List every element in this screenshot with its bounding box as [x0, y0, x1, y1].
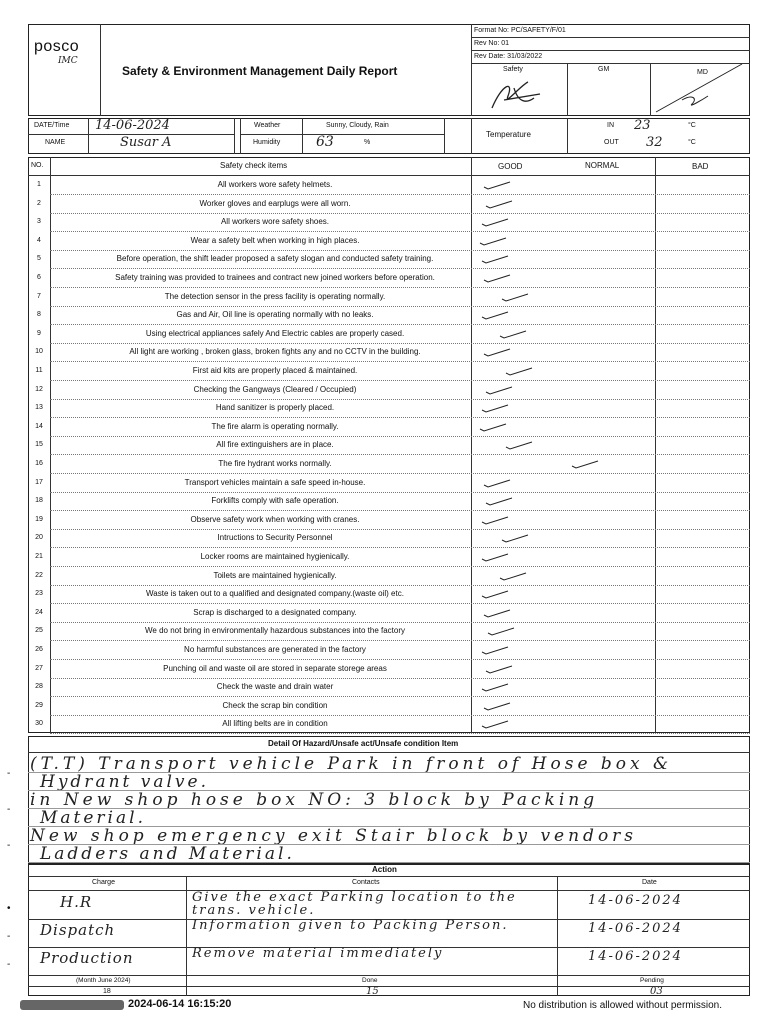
report-title: Safety & Environment Management Daily Report	[122, 64, 398, 78]
checklist-row	[28, 529, 750, 548]
temperature-label: Temperature	[486, 130, 531, 139]
checklist-row	[28, 343, 750, 362]
row-item-text: The fire hydrant works normally.	[218, 459, 332, 468]
stamp-smudge	[20, 1000, 124, 1010]
row-number: 9	[37, 329, 41, 337]
checklist-row	[28, 176, 750, 195]
action-date: 14-06-2024	[588, 921, 683, 936]
row-number: 24	[35, 608, 43, 616]
checkmark-icon	[480, 401, 510, 411]
row-number: 27	[35, 664, 43, 672]
checkmark-icon	[478, 234, 508, 244]
row-number: 29	[35, 701, 43, 709]
checklist-row	[28, 362, 750, 381]
humidity-value: 63	[316, 134, 334, 150]
checkmark-icon	[484, 383, 514, 393]
row-item-text: Hand sanitizer is properly placed.	[215, 403, 335, 413]
action-charge: Dispatch	[40, 921, 116, 939]
action-date: 14-06-2024	[588, 949, 683, 964]
month-value: 18	[103, 988, 111, 995]
hazard-title: Detail Of Hazard/Unsafe act/Unsafe condition Item	[268, 739, 459, 748]
checklist-row	[28, 455, 750, 474]
weather-value: Sunny, Cloudy, Rain	[326, 122, 389, 129]
row-number: 2	[37, 199, 41, 207]
checkmark-icon	[570, 457, 600, 467]
checkmark-icon	[498, 569, 528, 579]
date-value: 14-06-2024	[95, 118, 170, 133]
checklist-row	[28, 548, 750, 567]
date-label: DATE/Time	[34, 122, 70, 129]
col-bad-header: BAD	[692, 162, 709, 171]
sign-safety-label: Safety	[503, 66, 523, 73]
checklist-row	[28, 641, 750, 660]
checkmark-icon	[480, 550, 510, 560]
row-item-text: We do not bring in environmentally hazardous substances into the factory	[145, 626, 405, 636]
checkmark-icon	[504, 364, 534, 374]
checkmark-icon	[482, 178, 512, 188]
row-item-text: Using electrical appliances safely And Electric cables are properly cased.	[145, 328, 405, 338]
col-normal-header: NORMAL	[585, 161, 620, 170]
row-number: 10	[35, 348, 43, 356]
row-item-text: Intructions to Security Personnel	[217, 533, 333, 543]
row-item-text: Forklifts comply with safe operation.	[211, 496, 339, 506]
checkmark-icon	[482, 476, 512, 486]
hazard-line: Material.	[40, 808, 146, 828]
checkmark-icon	[482, 345, 512, 355]
row-number: 8	[37, 311, 41, 319]
margin-tick: -	[7, 931, 11, 942]
checklist-row	[28, 604, 750, 623]
checkmark-icon	[480, 513, 510, 523]
checklist-row	[28, 436, 750, 455]
row-item-text: Locker rooms are maintained hygienically.	[200, 552, 350, 561]
hazard-line: Ladders and Material.	[40, 844, 295, 864]
weather-label: Weather	[254, 122, 281, 129]
checklist-row	[28, 585, 750, 604]
sign-md-label: MD	[697, 69, 708, 76]
row-item-text: The detection sensor in the press facility is operating normally.	[164, 291, 386, 301]
action-charge: Production	[40, 949, 134, 967]
checklist-row	[28, 381, 750, 400]
checkmark-icon	[478, 420, 508, 430]
checklist-row	[28, 250, 750, 269]
col-contacts-header: Contacts	[352, 879, 380, 886]
row-item-text: Toilets are maintained hygienically.	[213, 570, 337, 580]
checkmark-icon	[500, 290, 530, 300]
col-good-header: GOOD	[498, 162, 523, 171]
col-items-header: Safety check items	[220, 161, 288, 170]
row-number: 3	[37, 218, 41, 226]
company-logo-sub: IMC	[58, 56, 78, 66]
margin-tick: -	[7, 959, 11, 970]
row-number: 16	[35, 460, 43, 467]
checklist-row	[28, 567, 750, 586]
checklist-row	[28, 697, 750, 716]
row-number: 12	[35, 385, 43, 393]
row-item-text: All lifting belts are in condition	[222, 719, 328, 729]
checkmark-icon	[480, 680, 510, 690]
margin-tick: -	[7, 840, 11, 851]
checkmark-icon	[480, 252, 510, 262]
hazard-line: in New shop hose box NO: 3 block by Packing	[30, 790, 599, 810]
row-number: 6	[37, 274, 41, 281]
checklist-row	[28, 399, 750, 418]
row-number: 7	[37, 292, 41, 300]
checkmark-icon	[486, 624, 516, 634]
checklist-row	[28, 325, 750, 344]
checkmark-icon	[480, 643, 510, 653]
row-number: 18	[35, 497, 43, 505]
hazard-line: Hydrant valve.	[40, 772, 210, 792]
checkmark-icon	[480, 308, 510, 318]
row-number: 4	[37, 236, 41, 244]
hazard-line: New shop emergency exit Stair block by vendors	[30, 826, 638, 846]
action-contacts: Information given to Packing Person.	[192, 919, 509, 933]
col-no-header: NO.	[31, 162, 44, 169]
col-charge-header: Charge	[92, 879, 115, 886]
hazard-line: (T.T) Transport vehicle Park in front of Hose box &	[30, 754, 673, 774]
checklist-row	[28, 288, 750, 307]
row-item-text: Scrap is discharged to a designated company.	[193, 607, 357, 617]
temp-out-unit: °C	[688, 139, 696, 146]
row-item-text: Punching oil and waste oil are stored in separate storege areas	[163, 663, 387, 673]
action-title: Action	[372, 865, 397, 874]
temp-out-label: OUT	[604, 139, 619, 146]
done-label: Done	[362, 977, 378, 984]
checklist-row	[28, 306, 750, 325]
checklist-row	[28, 269, 750, 288]
row-number: 13	[35, 404, 43, 412]
checkmark-icon	[482, 699, 512, 709]
pending-value: 03	[650, 986, 663, 997]
disclaimer: No distribution is allowed without permission.	[523, 1000, 722, 1011]
checklist-row	[28, 511, 750, 530]
sign-gm-label: GM	[598, 66, 610, 73]
format-no: Format No: PC/SAFETY/F/01	[474, 27, 566, 34]
header-divider-left	[100, 24, 101, 116]
checkmark-icon	[480, 215, 510, 225]
checklist-row	[28, 715, 750, 734]
checkmark-icon	[480, 587, 510, 597]
row-number: 21	[35, 553, 43, 560]
row-item-text: Check the scrap bin condition	[222, 700, 328, 710]
md-signature	[652, 60, 748, 116]
temp-in-unit: °C	[688, 122, 696, 129]
row-item-text: All fire extinguishers are in place.	[216, 440, 334, 450]
row-number: 26	[35, 646, 43, 653]
humidity-unit: %	[364, 139, 371, 146]
col-date-header: Date	[642, 879, 657, 886]
checkmark-icon	[484, 197, 514, 207]
checklist-row	[28, 622, 750, 641]
checkmark-icon	[484, 662, 514, 672]
checklist-row	[28, 213, 750, 232]
row-item-text: Worker gloves and earplugs were all worn.	[199, 198, 351, 208]
temp-in-label: IN	[607, 122, 614, 129]
row-number: 15	[35, 441, 43, 449]
pending-label: Pending	[640, 977, 664, 984]
action-contacts: Remove material immediately	[192, 947, 444, 961]
row-item-text: Transport vehicles maintain a safe speed in-house.	[184, 477, 366, 487]
action-date: 14-06-2024	[588, 893, 683, 908]
margin-tick: -	[7, 804, 11, 815]
action-charge: H.R	[60, 893, 93, 911]
row-item-text: The fire alarm is operating normally.	[211, 421, 339, 431]
checklist-row	[28, 678, 750, 697]
checkmark-icon	[480, 717, 510, 727]
row-number: 28	[35, 683, 43, 691]
row-item-text: Observe safety work when working with cranes.	[190, 514, 360, 524]
row-item-text: First aid kits are properly placed & maintained.	[192, 366, 358, 375]
checkmark-icon	[504, 438, 534, 448]
row-number: 5	[37, 255, 41, 263]
checklist-row	[28, 418, 750, 437]
checklist-row	[28, 195, 750, 214]
row-item-text: Before operation, the shift leader proposed a safety slogan and conducted safety training.	[116, 254, 434, 264]
timestamp-stamp: 2024-06-14 16:15:20	[128, 998, 232, 1010]
row-item-text: All workers wore safety shoes.	[220, 217, 330, 227]
temp-out-value: 32	[646, 135, 663, 150]
row-item-text: All light are working , broken glass, broken fights any and no CCTV in the building.	[129, 347, 421, 357]
checklist-row	[28, 474, 750, 493]
row-item-text: Checking the Gangways (Cleared / Occupied)	[193, 384, 357, 394]
row-item-text: Waste is taken out to a qualified and designated company.(waste oil) etc.	[146, 589, 404, 599]
row-item-text: Check the waste and drain water	[216, 682, 334, 692]
checkmark-icon	[498, 327, 528, 337]
row-number: 19	[35, 515, 43, 523]
done-value: 15	[366, 986, 379, 997]
margin-tick: •	[7, 903, 11, 914]
checkmark-icon	[500, 531, 530, 541]
row-number: 23	[35, 590, 43, 598]
checkmark-icon	[484, 494, 514, 504]
name-label: NAME	[45, 139, 66, 146]
row-number: 11	[35, 367, 43, 374]
humidity-label: Humidity	[253, 139, 281, 146]
checklist-row	[28, 492, 750, 511]
checkmark-icon	[482, 606, 512, 616]
row-item-text: Wear a safety belt when working in high places.	[190, 235, 360, 245]
company-logo: posco	[34, 38, 80, 55]
month-label: (Month June 2024)	[76, 977, 131, 984]
row-number: 14	[35, 422, 43, 430]
safety-signature	[484, 74, 554, 114]
action-contacts: Give the exact Parking location to the trans. vehicle.	[192, 891, 517, 917]
row-item-text: Gas and Air, Oil line is operating normally with no leaks.	[176, 310, 374, 320]
row-number: 30	[35, 720, 43, 728]
rev-date: Rev Date: 31/03/2022	[474, 53, 543, 60]
checklist-row	[28, 232, 750, 251]
checkmark-icon	[482, 271, 512, 281]
row-item-text: Safety training was provided to trainees and contract new joined workers before operation.	[115, 273, 435, 282]
name-value: Susar A	[120, 135, 172, 150]
row-item-text: All workers wore safety helmets.	[217, 180, 333, 189]
row-number: 17	[35, 478, 43, 486]
row-number: 1	[37, 181, 41, 188]
row-number: 22	[35, 571, 43, 579]
margin-tick: -	[7, 768, 11, 779]
row-item-text: No harmful substances are generated in the factory	[184, 645, 366, 654]
rev-no: Rev No: 01	[474, 40, 510, 47]
checklist-row	[28, 660, 750, 679]
temp-in-value: 23	[634, 118, 651, 133]
row-number: 25	[35, 627, 43, 635]
row-number: 20	[35, 534, 43, 542]
